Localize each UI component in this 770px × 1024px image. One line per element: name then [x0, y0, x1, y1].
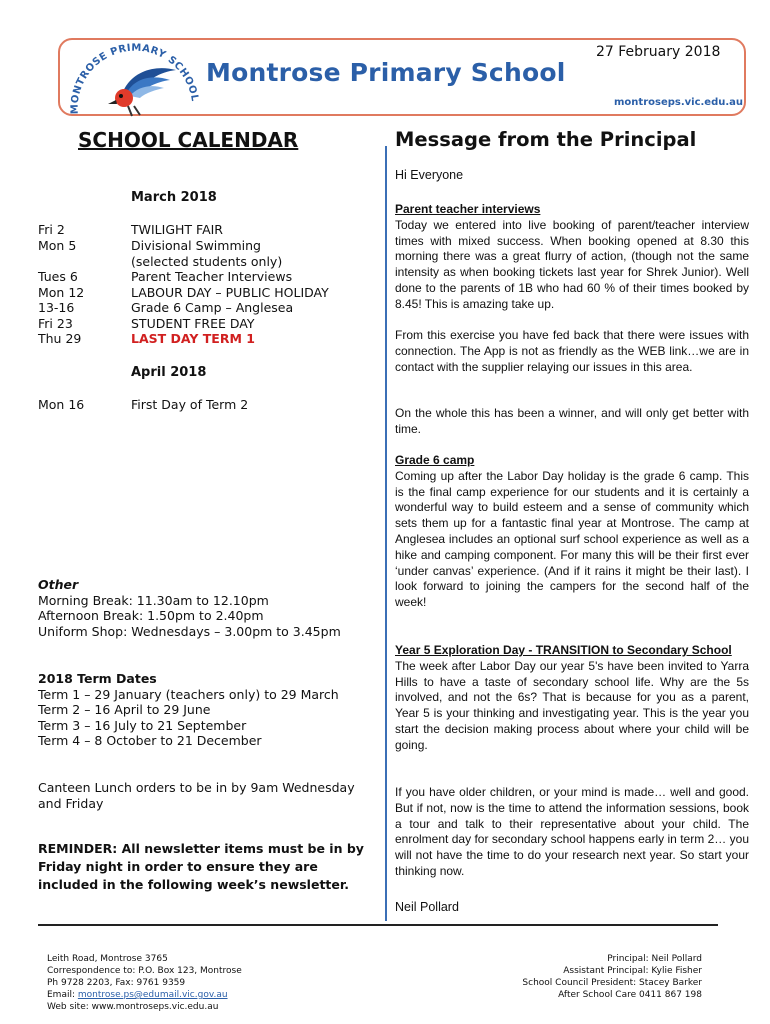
other-heading: Other	[38, 577, 79, 592]
footer-address: Leith Road, Montrose 3765	[47, 954, 168, 964]
event-text: TWILIGHT FAIR	[131, 222, 223, 237]
reminder-line: REMINDER: All newsletter items must be in by	[38, 841, 364, 856]
logo-arc-text: MONTROSE PRIMARY SCHOOL	[69, 42, 200, 115]
greeting: Hi Everyone	[395, 168, 464, 182]
event-text: Grade 6 Camp – Anglesea	[131, 300, 294, 315]
section-heading: Grade 6 camp	[395, 453, 475, 467]
transition-paragraph-2	[395, 785, 749, 880]
canteen-line: Canteen Lunch orders to be in by 9am Wednesday	[38, 780, 355, 795]
footer-contact	[47, 953, 242, 1013]
footer-assistant: Assistant Principal: Kylie Fisher	[563, 966, 702, 976]
term-dates-heading: 2018 Term Dates	[38, 671, 157, 686]
paragraph-text: From this exercise you have fed back that there were issues with connection. The App is not as friendly as the WEB link…we are in contact with the supplier relaying our issues in this area.	[395, 328, 749, 374]
term-line: Term 3 – 16 July to 21 September	[38, 717, 247, 733]
message-title: Message from the Principal	[395, 128, 697, 151]
other-info	[38, 577, 341, 639]
event-text: (selected students only)	[131, 254, 283, 269]
term-dates	[38, 671, 339, 749]
info-line: Afternoon Break: 1.50pm to 2.40pm	[38, 608, 264, 624]
newsletter-date: 27 February 2018	[596, 44, 721, 60]
event-day: Mon 5	[38, 238, 77, 253]
info-line: Morning Break: 11.30am to 12.10pm	[38, 592, 269, 608]
paragraph-text: If you have older children, or your mind is made… well and good. But if not, now is the time to attend the information sessions, book a tour and talk to their representative about your child. The enrolment day for secondary school happens early in term 2… you will not have the time to do your research next year. So start your thinking now.	[395, 785, 749, 878]
paragraph-text: On the whole this has been a winner, and will only get better with time.	[395, 406, 749, 436]
camp-paragraph	[395, 453, 749, 611]
event-day: Tues 6	[38, 269, 78, 284]
paragraph-text: Coming up after the Labor Day holiday is the grade 6 camp. This is the final camp experience for our students and it is certainly a wonderful way to build esteem and a sense of community which sets them up for a fantastic final year at Montrose. The camp at Anglesea includes an optional surf school experience as well as a hike and camping component. For many this will be their first ever ‘under canvas’ experience. (And if it rains it might be their last). I look forward to joining the campers for the second half of the week!	[395, 468, 749, 610]
event-text: Divisional Swimming	[131, 238, 261, 253]
paragraph-text: The week after Labor Day our year 5's have been invited to Yarra Hills to have a taste of secondary school life. Why are the 5s involved, and not the 6s? That is because for you as a parent, Year 5 is your thinking and investigating year. This is the year you start the decision making process about where your child will be going.	[395, 658, 749, 752]
footer-website[interactable]: Web site: www.montroseps.vic.edu.au	[47, 1002, 219, 1012]
month-label-april: April 2018	[131, 365, 207, 380]
reminder-line: Friday night in order to ensure they are	[38, 859, 318, 874]
term-line: Term 1 – 29 January (teachers only) to 29 March	[38, 686, 339, 702]
section-heading: Year 5 Exploration Day - TRANSITION to Secondary School	[395, 643, 732, 657]
canteen-line: and Friday	[38, 795, 104, 811]
canteen-note	[38, 780, 355, 811]
event-text: LABOUR DAY – PUBLIC HOLIDAY	[131, 285, 329, 300]
section-heading: Parent teacher interviews	[395, 202, 541, 216]
event-day: Fri 23	[38, 316, 73, 331]
footer-phone: Ph 9728 2203, Fax: 9761 9359	[47, 978, 186, 988]
calendar-title: SCHOOL CALENDAR	[78, 128, 299, 152]
footer-oshc: After School Care 0411 867 198	[558, 990, 702, 1000]
event-text: First Day of Term 2	[131, 397, 249, 412]
bird-icon	[108, 68, 176, 116]
school-name: Montrose Primary School	[206, 58, 566, 87]
footer-email-row	[47, 989, 242, 1001]
event-text: STUDENT FREE DAY	[131, 316, 255, 331]
term-line: Term 4 – 8 October to 21 December	[38, 733, 262, 749]
footer-principal: Principal: Neil Pollard	[607, 954, 702, 964]
term-line: Term 2 – 16 April to 29 June	[38, 702, 211, 718]
event-text: Parent Teacher Interviews	[131, 269, 293, 284]
header-url[interactable]: montroseps.vic.edu.au	[614, 97, 744, 108]
footer-staff	[522, 953, 702, 1001]
month-label-march: March 2018	[131, 190, 217, 205]
event-day: 13-16	[38, 300, 75, 315]
paragraph-text: Today we entered into live booking of parent/teacher interview times with mixed success. When booking opened at 8.30 this morning there was a great flurry of action, (though not the same intensity as when booking tickets last year for Shrek Junior). Well done to the parents of 1B who had 60 % of their times booked by 8.45! This is amazing take up.	[395, 217, 749, 311]
footer-email-link[interactable]: montrose.ps@edumail.vic.gov.au	[77, 990, 228, 1000]
event-day: Fri 2	[38, 222, 65, 237]
footer-council: School Council President: Stacey Barker	[522, 978, 702, 988]
interviews-paragraph-2	[395, 328, 749, 375]
interviews-paragraph-1	[395, 202, 749, 313]
footer-correspondence: Correspondence to: P.O. Box 123, Montrose	[47, 966, 242, 976]
column-divider	[385, 146, 387, 921]
interviews-paragraph-3	[395, 406, 749, 438]
event-text-highlight: LAST DAY TERM 1	[131, 331, 255, 346]
transition-paragraph-1	[395, 643, 749, 754]
info-line: Uniform Shop: Wednesdays – 3.00pm to 3.45pm	[38, 623, 341, 639]
footer-divider	[38, 924, 718, 926]
footer-email-label: Email:	[47, 990, 78, 1000]
signature: Neil Pollard	[395, 900, 459, 914]
event-day: Mon 16	[38, 397, 85, 412]
school-logo	[64, 36, 204, 122]
reminder-note	[38, 840, 364, 894]
event-day: Thu 29	[38, 331, 82, 346]
reminder-line: included in the following week’s newsletter.	[38, 877, 349, 892]
event-day: Mon 12	[38, 285, 85, 300]
